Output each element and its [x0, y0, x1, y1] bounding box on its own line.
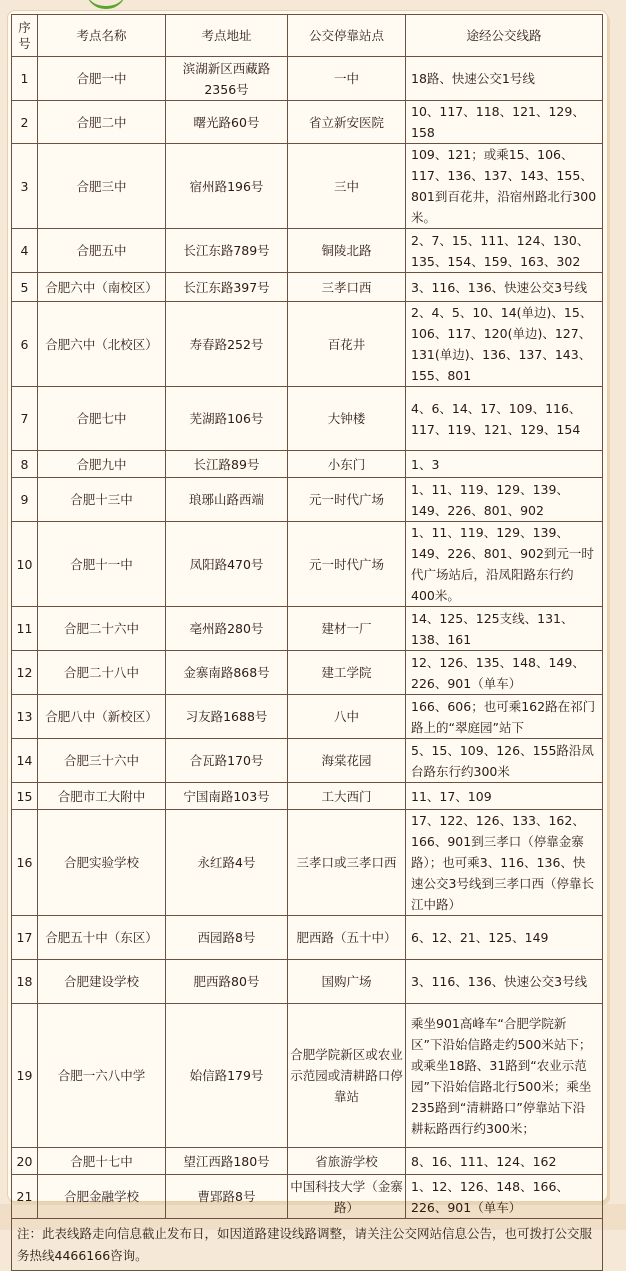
bus-stop: 海棠花园	[288, 739, 406, 783]
exam-site-name: 合肥二中	[38, 101, 166, 144]
exam-site-address: 肥西路80号	[166, 960, 288, 1004]
table-note: 注：此表线路走向信息截止发布日，如因道路建设线路调整，请关注公交网站信息公告，也可拨打公交服务热线4466166咨询。	[12, 1219, 603, 1271]
bus-stop: 建材一厂	[288, 607, 406, 651]
exam-site-name: 合肥六中（南校区）	[38, 273, 166, 302]
table-row	[12, 478, 603, 522]
table-row	[12, 695, 603, 739]
bus-routes: 166、606；也可乘162路在祁门路上的“翠庭园”站下	[406, 695, 603, 739]
table-row	[12, 1004, 603, 1148]
bus-routes: 5、15、109、126、155路沿凤台路东行约300米	[406, 739, 603, 783]
exam-site-address: 习友路1688号	[166, 695, 288, 739]
exam-site-name: 合肥一中	[38, 57, 166, 101]
exam-site-name: 合肥八中（新校区）	[38, 695, 166, 739]
decorative-arc	[86, 0, 126, 9]
header-stop: 公交停靠站点	[288, 15, 406, 57]
row-number: 6	[12, 302, 38, 387]
exam-site-name: 合肥市工大附中	[38, 783, 166, 810]
bus-routes: 6、12、21、125、149	[406, 916, 603, 960]
exam-site-name: 合肥六中（北校区）	[38, 302, 166, 387]
table-row	[12, 810, 603, 916]
bus-routes: 8、16、111、124、162	[406, 1148, 603, 1175]
row-number: 14	[12, 739, 38, 783]
row-number: 2	[12, 101, 38, 144]
exam-site-address: 长江东路789号	[166, 229, 288, 273]
exam-site-name: 合肥十三中	[38, 478, 166, 522]
exam-site-address: 宿州路196号	[166, 144, 288, 229]
bus-routes: 2、7、15、111、124、130、135、154、159、163、302	[406, 229, 603, 273]
row-number: 10	[12, 522, 38, 607]
bus-routes: 2、4、5、10、14(单边)、15、106、117、120(单边)、127、131(单边)、136、137、143、155、801	[406, 302, 603, 387]
bus-stop: 三孝口西	[288, 273, 406, 302]
bus-routes: 14、125、125支线、131、138、161	[406, 607, 603, 651]
row-number: 8	[12, 451, 38, 478]
bus-routes: 11、17、109	[406, 783, 603, 810]
row-number: 9	[12, 478, 38, 522]
exam-site-address: 滨湖新区西藏路2356号	[166, 57, 288, 101]
table-row	[12, 273, 603, 302]
bus-stop: 肥西路（五十中）	[288, 916, 406, 960]
bus-routes: 4、6、14、17、109、116、117、119、121、129、154	[406, 387, 603, 451]
exam-site-name: 合肥金融学校	[38, 1175, 166, 1219]
header-route: 途经公交线路	[406, 15, 603, 57]
exam-site-name: 合肥七中	[38, 387, 166, 451]
bus-stop: 小东门	[288, 451, 406, 478]
exam-site-address: 曹郢路8号	[166, 1175, 288, 1219]
bus-stop: 省立新安医院	[288, 101, 406, 144]
table-row	[12, 451, 603, 478]
bus-routes: 3、116、136、快速公交3号线	[406, 960, 603, 1004]
row-number: 15	[12, 783, 38, 810]
exam-site-address: 长江东路397号	[166, 273, 288, 302]
bus-stop: 三中	[288, 144, 406, 229]
table-header-row	[12, 15, 603, 57]
bus-stop: 大钟楼	[288, 387, 406, 451]
bus-routes: 1、11、119、129、139、149、226、801、902到元一时代广场站后，沿凤阳路东行约400米。	[406, 522, 603, 607]
row-number: 17	[12, 916, 38, 960]
table-row	[12, 522, 603, 607]
exam-site-name: 合肥二十八中	[38, 651, 166, 695]
bus-routes: 1、3	[406, 451, 603, 478]
table-row	[12, 57, 603, 101]
row-number: 21	[12, 1175, 38, 1219]
row-number: 5	[12, 273, 38, 302]
header-no: 序号	[12, 15, 38, 57]
exam-site-name: 合肥三中	[38, 144, 166, 229]
exam-site-address: 琅琊山路西端	[166, 478, 288, 522]
bus-stop: 国购广场	[288, 960, 406, 1004]
bus-stop: 元一时代广场	[288, 522, 406, 607]
table-row	[12, 739, 603, 783]
table-row	[12, 783, 603, 810]
exam-site-address: 芜湖路106号	[166, 387, 288, 451]
exam-site-address: 亳州路280号	[166, 607, 288, 651]
exam-site-address: 寿春路252号	[166, 302, 288, 387]
table-row	[12, 302, 603, 387]
row-number: 12	[12, 651, 38, 695]
row-number: 20	[12, 1148, 38, 1175]
bus-routes: 109、121；或乘15、106、117、136、137、143、155、801到百花井，沿宿州路北行300米。	[406, 144, 603, 229]
exam-site-name: 合肥建设学校	[38, 960, 166, 1004]
bus-stop: 合肥学院新区或农业示范园或清耕路口停靠站	[288, 1004, 406, 1148]
table-row	[12, 1175, 603, 1219]
bus-stop: 三孝口或三孝口西	[288, 810, 406, 916]
table-row	[12, 101, 603, 144]
exam-site-name: 合肥十一中	[38, 522, 166, 607]
bus-route-table-card	[7, 10, 608, 1263]
bus-stop: 元一时代广场	[288, 478, 406, 522]
bus-stop: 八中	[288, 695, 406, 739]
exam-site-address: 永红路4号	[166, 810, 288, 916]
exam-site-address: 曙光路60号	[166, 101, 288, 144]
row-number: 16	[12, 810, 38, 916]
exam-site-address: 长江路89号	[166, 451, 288, 478]
table-row	[12, 144, 603, 229]
bus-route-table	[11, 14, 603, 1271]
table-note-row	[12, 1219, 603, 1271]
bus-routes: 乘坐901高峰车“合肥学院新区”下沿始信路走约500米站下；或乘坐18路、31路到“农业示范园”下沿始信路北行500米；乘坐235路到“清耕路口”停靠站下沿耕耘路西行约300米；	[406, 1004, 603, 1148]
row-number: 3	[12, 144, 38, 229]
exam-site-name: 合肥三十六中	[38, 739, 166, 783]
table-row	[12, 960, 603, 1004]
bus-stop: 建工学院	[288, 651, 406, 695]
bus-routes: 17、122、126、133、162、166、901到三孝口（停靠金寨路）；也可乘3、116、136、快速公交3号线到三孝口西（停靠长江中路）	[406, 810, 603, 916]
table-row	[12, 651, 603, 695]
exam-site-name: 合肥十七中	[38, 1148, 166, 1175]
row-number: 1	[12, 57, 38, 101]
table-row	[12, 607, 603, 651]
table-row	[12, 1148, 603, 1175]
row-number: 13	[12, 695, 38, 739]
exam-site-name: 合肥五十中（东区）	[38, 916, 166, 960]
exam-site-name: 合肥九中	[38, 451, 166, 478]
exam-site-address: 望江西路180号	[166, 1148, 288, 1175]
row-number: 4	[12, 229, 38, 273]
exam-site-name: 合肥五中	[38, 229, 166, 273]
row-number: 11	[12, 607, 38, 651]
bus-routes: 12、126、135、148、149、226、901（单车）	[406, 651, 603, 695]
table-row	[12, 229, 603, 273]
exam-site-address: 西园路8号	[166, 916, 288, 960]
bus-stop: 中国科技大学（金寨路）	[288, 1175, 406, 1219]
row-number: 7	[12, 387, 38, 451]
row-number: 18	[12, 960, 38, 1004]
bus-stop: 一中	[288, 57, 406, 101]
row-number: 19	[12, 1004, 38, 1148]
header-address: 考点地址	[166, 15, 288, 57]
exam-site-address: 合瓦路170号	[166, 739, 288, 783]
bus-stop: 百花井	[288, 302, 406, 387]
table-row	[12, 387, 603, 451]
header-name: 考点名称	[38, 15, 166, 57]
bus-routes: 1、11、119、129、139、149、226、801、902	[406, 478, 603, 522]
exam-site-name: 合肥实验学校	[38, 810, 166, 916]
exam-site-name: 合肥二十六中	[38, 607, 166, 651]
exam-site-address: 凤阳路470号	[166, 522, 288, 607]
exam-site-address: 宁国南路103号	[166, 783, 288, 810]
bus-stop: 省旅游学校	[288, 1148, 406, 1175]
bus-stop: 铜陵北路	[288, 229, 406, 273]
bus-stop: 工大西门	[288, 783, 406, 810]
exam-site-address: 始信路179号	[166, 1004, 288, 1148]
exam-site-name: 合肥一六八中学	[38, 1004, 166, 1148]
bus-routes: 3、116、136、快速公交3号线	[406, 273, 603, 302]
bus-routes: 10、117、118、121、129、158	[406, 101, 603, 144]
bus-routes: 18路、快速公交1号线	[406, 57, 603, 101]
table-row	[12, 916, 603, 960]
bus-routes: 1、12、126、148、166、226、901（单车）	[406, 1175, 603, 1219]
exam-site-address: 金寨南路868号	[166, 651, 288, 695]
